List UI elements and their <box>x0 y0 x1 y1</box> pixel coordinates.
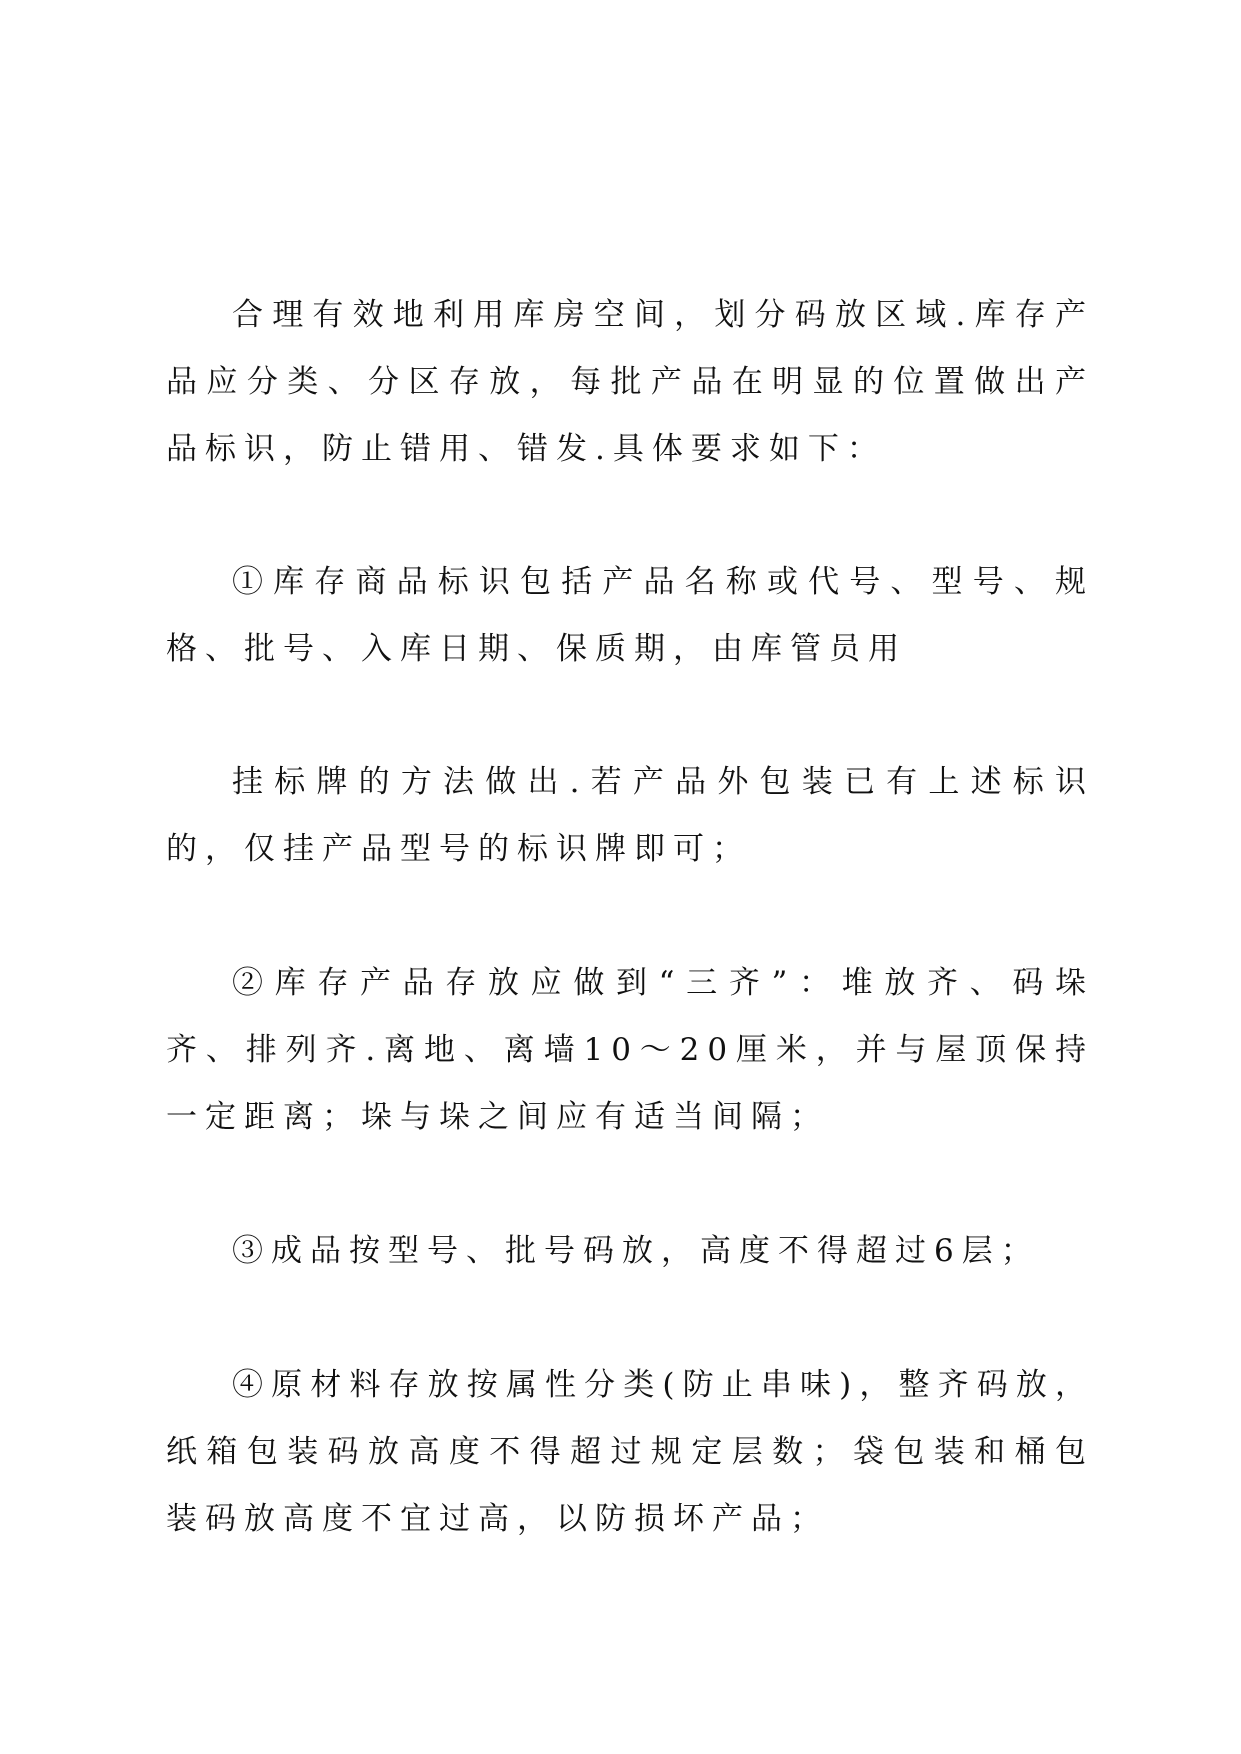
paragraph-item-4-raw-materials: ④原材料存放按属性分类(防止串味)，整齐码放，纸箱包装码放高度不得超过规定层数；袋包装和桶包装码放高度不宜过高，以防损坏产品； <box>166 1367 1094 1537</box>
document-body <box>166 282 1094 1553</box>
paragraph-item-2-three-alignments: ②库存产品存放应做到“三齐”：堆放齐、码垛齐、排列齐.离地、离墙10～20厘米，并与屋顶保持一定距离；垛与垛之间应有适当间隔； <box>166 965 1094 1135</box>
paragraph-item-3-finished-goods: ③成品按型号、批号码放，高度不得超过6层； <box>232 1233 1040 1269</box>
paragraph-item-1-identification: ①库存商品标识包括产品名称或代号、型号、规格、批号、入库日期、保质期，由库管员用 <box>166 564 1094 667</box>
paragraph-storage-zoning: 合理有效地利用库房空间，划分码放区域.库存产品应分类、分区存放，每批产品在明显的位置做出产品标识，防止错用、错发.具体要求如下： <box>166 297 1094 467</box>
paragraph-item-1-tagging: 挂标牌的方法做出.若产品外包装已有上述标识的，仅挂产品型号的标识牌即可； <box>166 764 1094 867</box>
